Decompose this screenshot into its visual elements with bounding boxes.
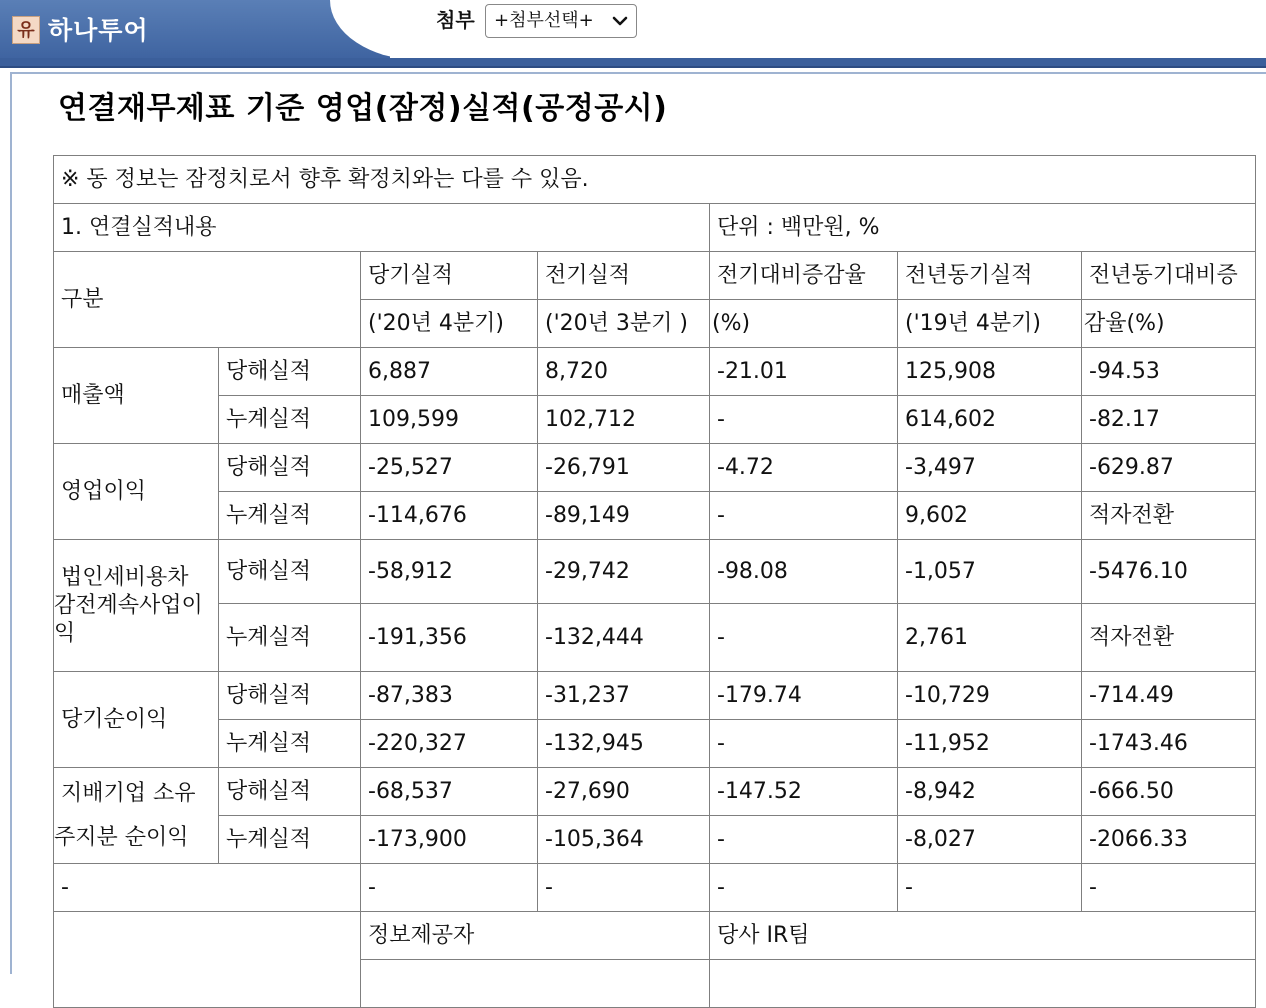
attachment-label: 첨부 xyxy=(436,8,475,32)
header-yoy-1: 전년동기대비증 xyxy=(1082,252,1256,300)
header-previous: 전기실적 xyxy=(538,252,710,300)
table-row xyxy=(54,540,1256,604)
provider-value: 당사 IR팀 xyxy=(710,912,1256,960)
header-last-year: 전년동기실적 xyxy=(898,252,1082,300)
cell-previous: -132,945 xyxy=(538,720,710,768)
cell-current: -220,327 xyxy=(361,720,538,768)
cell-current: -114,676 xyxy=(361,492,538,540)
table-row xyxy=(54,396,1256,444)
cell-qoq: - xyxy=(710,816,898,864)
attachment-select-value: +첨부선택+ xyxy=(494,10,594,31)
cell-current: -173,900 xyxy=(361,816,538,864)
table-row xyxy=(54,492,1256,540)
header-qoq-unit: (%) xyxy=(710,300,898,348)
cell-previous: 102,712 xyxy=(538,396,710,444)
header-current: 당기실적 xyxy=(361,252,538,300)
row-item-label: 매출액 xyxy=(54,348,219,444)
cell-previous: -26,791 xyxy=(538,444,710,492)
cell-previous: -89,149 xyxy=(538,492,710,540)
cell-last-year: -8,027 xyxy=(898,816,1082,864)
provider-row xyxy=(54,912,1256,960)
row-type: 당해실적 xyxy=(219,444,361,492)
row-type: 누계실적 xyxy=(219,396,361,444)
cell-qoq: - xyxy=(710,604,898,672)
table-row xyxy=(54,864,1256,912)
cell-qoq: - xyxy=(710,720,898,768)
cell-yoy: -666.50 xyxy=(1082,768,1256,816)
row-type: 누계실적 xyxy=(219,816,361,864)
row-type: 누계실적 xyxy=(219,492,361,540)
row-type: 당해실적 xyxy=(219,672,361,720)
cell-previous: -132,444 xyxy=(538,604,710,672)
cell-current: - xyxy=(361,864,538,912)
earnings-table xyxy=(53,155,1256,1008)
cell-last-year: 614,602 xyxy=(898,396,1082,444)
table-row xyxy=(54,672,1256,720)
notice-text: ※ 동 정보는 잠정치로서 향후 확정치와는 다를 수 있음. xyxy=(54,156,1256,204)
table-row xyxy=(54,816,1256,864)
cell-last-year: -11,952 xyxy=(898,720,1082,768)
company-name[interactable]: 하나투어 xyxy=(48,16,149,45)
cell-yoy: -2066.33 xyxy=(1082,816,1256,864)
header-last-year-period: ('19년 4분기) xyxy=(898,300,1082,348)
section-label: 1. 연결실적내용 xyxy=(54,204,710,252)
header-yoy-2: 감율(%) xyxy=(1082,300,1256,348)
cell-qoq: -179.74 xyxy=(710,672,898,720)
row-item-label: 법인세비용차 감전계속사업이 익 xyxy=(54,540,219,672)
header-qoq: 전기대비증감율 xyxy=(710,252,898,300)
chevron-down-icon xyxy=(612,13,628,29)
cell-current: -68,537 xyxy=(361,768,538,816)
cell-last-year: -3,497 xyxy=(898,444,1082,492)
page-title: 연결재무제표 기준 영업(잠정)실적(공정공시) xyxy=(58,91,668,126)
notice-row xyxy=(54,156,1256,204)
provider-label: 정보제공자 xyxy=(361,912,710,960)
row-type: 당해실적 xyxy=(219,768,361,816)
cell-yoy: -629.87 xyxy=(1082,444,1256,492)
header-previous-period: ('20년 3분기 ) xyxy=(538,300,710,348)
row-item-label: - xyxy=(54,864,361,912)
table-row xyxy=(54,768,1256,816)
cell-last-year: 9,602 xyxy=(898,492,1082,540)
cell-qoq: - xyxy=(710,396,898,444)
table-row xyxy=(54,348,1256,396)
cell-yoy: 적자전환 xyxy=(1082,492,1256,540)
table-row xyxy=(54,444,1256,492)
cell-previous: - xyxy=(538,864,710,912)
attachment-select[interactable] xyxy=(485,4,637,38)
cell-yoy: -714.49 xyxy=(1082,672,1256,720)
cell-previous: -27,690 xyxy=(538,768,710,816)
row-type: 누계실적 xyxy=(219,604,361,672)
cell-qoq: -21.01 xyxy=(710,348,898,396)
cell-yoy: -5476.10 xyxy=(1082,540,1256,604)
unit-label: 단위 : 백만원, % xyxy=(710,204,1256,252)
cell-last-year: 125,908 xyxy=(898,348,1082,396)
top-header-bar xyxy=(0,0,1266,68)
market-badge: 유 xyxy=(12,16,40,44)
header-category: 구분 xyxy=(54,252,361,348)
row-item-label: 지배기업 소유 주지분 순이익 xyxy=(54,768,219,864)
cell-qoq: - xyxy=(710,864,898,912)
cell-current: -25,527 xyxy=(361,444,538,492)
cell-current: -58,912 xyxy=(361,540,538,604)
cell-yoy: -94.53 xyxy=(1082,348,1256,396)
cell-previous: 8,720 xyxy=(538,348,710,396)
header-row-1 xyxy=(54,252,1256,300)
table-row xyxy=(54,604,1256,672)
row-type: 누계실적 xyxy=(219,720,361,768)
row-item-label: 영업이익 xyxy=(54,444,219,540)
cell-last-year: - xyxy=(898,864,1082,912)
cell-previous: -105,364 xyxy=(538,816,710,864)
cell-current: 6,887 xyxy=(361,348,538,396)
cell-yoy: -82.17 xyxy=(1082,396,1256,444)
cell-yoy: - xyxy=(1082,864,1256,912)
cell-previous: -29,742 xyxy=(538,540,710,604)
row-item-label: 당기순이익 xyxy=(54,672,219,768)
cell-qoq: -147.52 xyxy=(710,768,898,816)
cell-current: 109,599 xyxy=(361,396,538,444)
cell-previous: -31,237 xyxy=(538,672,710,720)
row-type: 당해실적 xyxy=(219,348,361,396)
cell-qoq: -4.72 xyxy=(710,444,898,492)
cell-yoy: -1743.46 xyxy=(1082,720,1256,768)
row-type: 당해실적 xyxy=(219,540,361,604)
header-current-period: ('20년 4분기) xyxy=(361,300,538,348)
cell-current: -191,356 xyxy=(361,604,538,672)
table-row xyxy=(54,720,1256,768)
provider-blank xyxy=(54,912,361,1008)
cell-last-year: -10,729 xyxy=(898,672,1082,720)
cell-qoq: - xyxy=(710,492,898,540)
cell-yoy: 적자전환 xyxy=(1082,604,1256,672)
section-row xyxy=(54,204,1256,252)
cell-qoq: -98.08 xyxy=(710,540,898,604)
cell-last-year: -1,057 xyxy=(898,540,1082,604)
cell-last-year: -8,942 xyxy=(898,768,1082,816)
cell-last-year: 2,761 xyxy=(898,604,1082,672)
cell-current: -87,383 xyxy=(361,672,538,720)
